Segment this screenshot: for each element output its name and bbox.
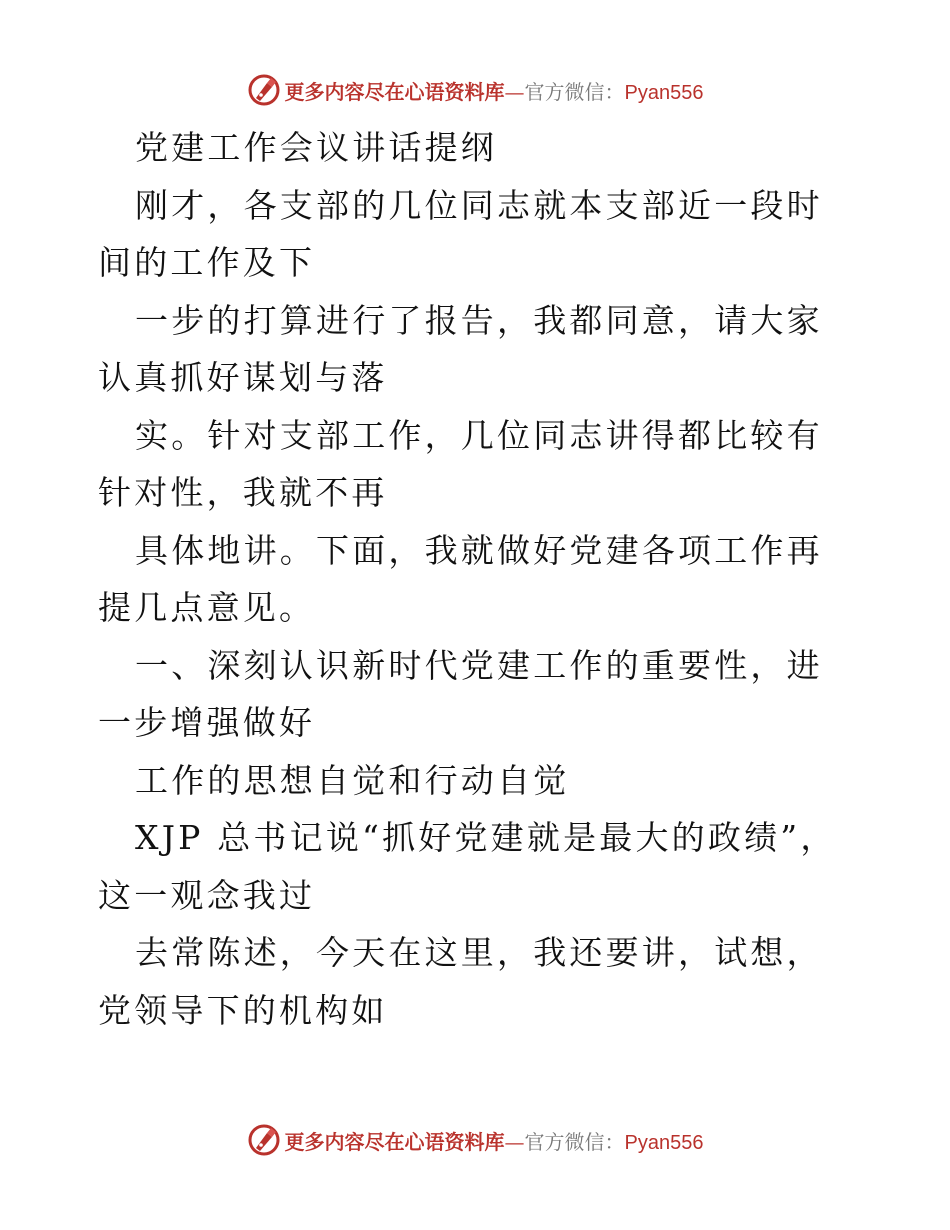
paragraph: 具体地讲。下面，我就做好党建各项工作再提几点意见。	[98, 530, 823, 627]
paragraph: 一步的打算进行了报告，我都同意，请大家认真抓好谋划与落	[98, 300, 823, 397]
header-wechat-id: Pyan556	[624, 81, 704, 104]
footer-brand: 更多内容尽在心语资料库	[284, 1129, 505, 1154]
paragraph: 刚才，各支部的几位同志就本支部近一段时间的工作及下	[98, 185, 823, 282]
paragraph: 实。针对支部工作，几位同志讲得都比较有针对性，我就不再	[98, 415, 823, 512]
footer-official-label: 官方微信：	[524, 1129, 625, 1154]
pen-nib-logo-icon	[247, 73, 281, 107]
header-official-label: 官方微信：	[524, 79, 625, 104]
pen-nib-logo-icon	[247, 1123, 281, 1157]
footer-separator: —	[504, 1129, 525, 1154]
document-body	[98, 119, 850, 1039]
footer-banner-text	[285, 1126, 704, 1155]
section-heading: 一、深刻认识新时代党建工作的重要性，进一步增强做好	[98, 645, 823, 742]
header-banner-text	[285, 76, 704, 105]
header-banner	[0, 70, 950, 110]
paragraph: 去常陈述，今天在这里，我还要讲，试想，党领导下的机构如	[98, 933, 823, 1030]
document-title: 党建工作会议讲话提纲	[135, 128, 497, 167]
footer-banner	[0, 1120, 950, 1160]
header-separator: —	[504, 79, 525, 104]
header-brand: 更多内容尽在心语资料库	[284, 79, 505, 104]
footer-wechat-id: Pyan556	[624, 1131, 704, 1154]
paragraph: XJP 总书记说“抓好党建就是最大的政绩”，这一观念我过	[98, 818, 837, 915]
paragraph: 工作的思想自觉和行动自觉	[135, 760, 570, 800]
